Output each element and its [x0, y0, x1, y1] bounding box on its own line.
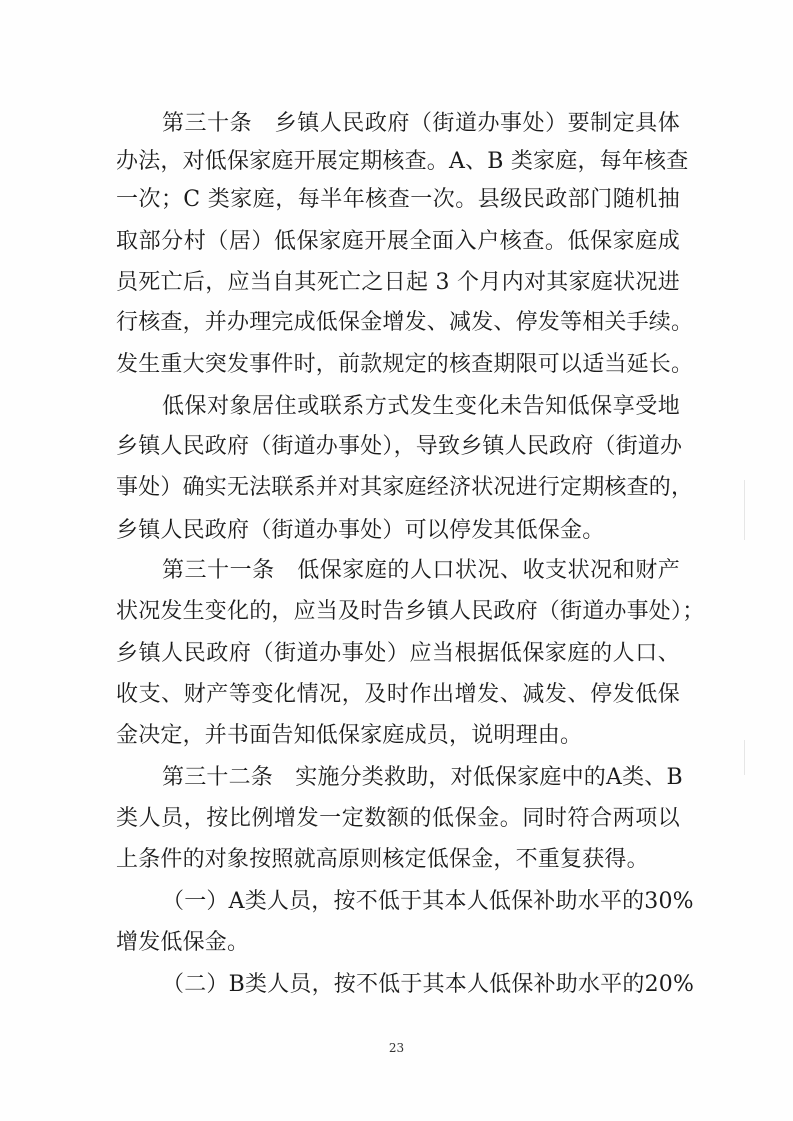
page-number: 23 [388, 1041, 405, 1055]
article-30-line-1: 第三十条 乡镇人民政府（街道办事处）要制定具体 [162, 111, 680, 136]
paragraph-2-line-1: 低保对象居住或联系方式发生变化未告知低保享受地 [162, 394, 680, 419]
article-30-line-5: 员死亡后，应当自其死亡之日起 3 个月内对其家庭状况进 [116, 270, 680, 295]
article-31-line-5: 金决定，并书面告知低保家庭成员，说明理由。 [116, 723, 583, 748]
article-31-line-2: 状况发生变化的，应当及时告乡镇人民政府（街道办事处）； [116, 599, 705, 624]
article-32-line-3: 上条件的对象按照就高原则核定低保金，不重复获得。 [116, 847, 649, 872]
scan-margin-mark [744, 740, 745, 775]
article-31-line-1: 第三十一条 低保家庭的人口状况、收支状况和财产 [162, 558, 680, 583]
article-31-line-3: 乡镇人民政府（街道办事处）应当根据低保家庭的人口、 [116, 641, 680, 666]
item-2-line-1: （二）B类人员，按不低于其本人低保补助水平的20% [162, 972, 695, 997]
article-30-line-7: 发生重大突发事件时，前款规定的核查期限可以适当延长。 [116, 352, 694, 377]
article-30-line-2: 办法，对低保家庭开展定期核查。A、B 类家庭，每年核查 [116, 149, 689, 174]
item-1-line-1: （一）A类人员，按不低于其本人低保补助水平的30% [162, 889, 694, 914]
paragraph-2-line-4: 乡镇人民政府（街道办事处）可以停发其低保金。 [116, 518, 605, 543]
paragraph-2-line-3: 事处）确实无法联系并对其家庭经济状况进行定期核查的， [116, 475, 694, 500]
scan-margin-mark [744, 480, 745, 540]
article-30-line-3: 一次；C 类家庭，每半年核查一次。县级民政部门随机抽 [116, 187, 680, 212]
article-32-line-1: 第三十二条 实施分类救助，对低保家庭中的A类、B [162, 765, 683, 790]
item-1-line-2: 增发低保金。 [116, 930, 250, 955]
article-31-line-4: 收支、财产等变化情况，及时作出增发、减发、停发低保 [116, 682, 680, 707]
article-30-line-4: 取部分村（居）低保家庭开展全面入户核查。低保家庭成 [116, 229, 680, 254]
article-30-line-6: 行核查，并办理完成低保金增发、减发、停发等相关手续。 [116, 310, 694, 335]
article-32-line-2: 类人员，按比例增发一定数额的低保金。同时符合两项以 [116, 806, 680, 831]
paragraph-2-line-2: 乡镇人民政府（街道办事处），导致乡镇人民政府（街道办 [116, 434, 683, 459]
